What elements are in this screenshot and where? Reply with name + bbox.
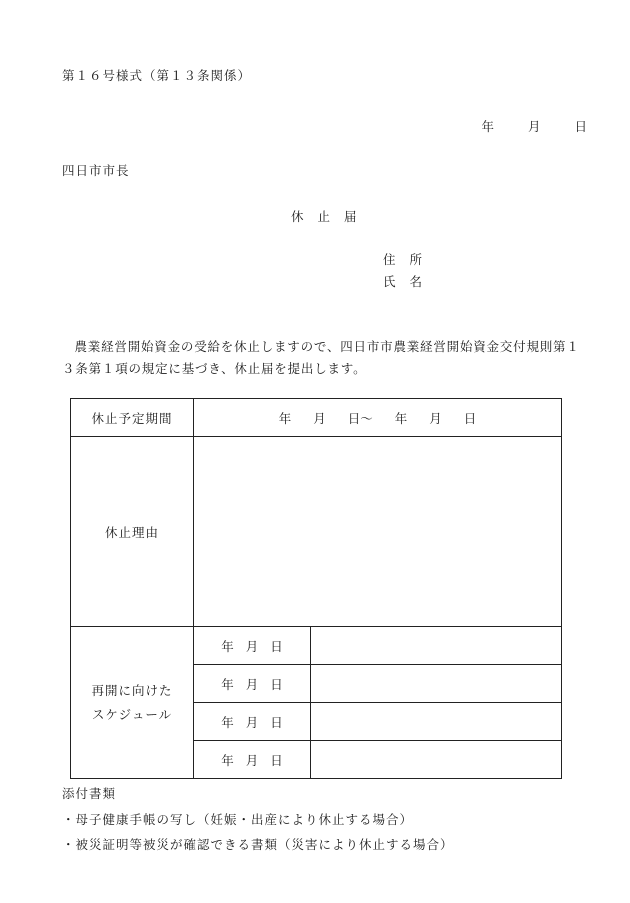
period-year2: 年	[394, 410, 408, 426]
period-day2: 日	[463, 410, 477, 426]
addressee: 四日市市長	[62, 163, 130, 178]
schedule-year: 年	[221, 676, 234, 692]
suspension-form-table	[70, 398, 562, 779]
reason-label: 休止理由	[71, 437, 194, 627]
date-month-label: 月	[527, 119, 541, 134]
schedule-day: 日	[270, 676, 283, 692]
period-value-field[interactable]	[194, 399, 562, 437]
attachments-title: 添付書類	[62, 786, 117, 801]
period-year1: 年	[278, 410, 292, 426]
schedule-date-field[interactable]	[194, 741, 311, 779]
schedule-day: 日	[270, 714, 283, 730]
schedule-month: 月	[245, 638, 259, 654]
date-day-label: 日	[574, 119, 587, 134]
reason-row	[71, 437, 562, 627]
period-month1: 月	[313, 410, 326, 426]
date-year-label: 年	[481, 119, 494, 134]
attachment-item: ・母子健康手帳の写し（妊娠・出産により休止する場合）	[62, 812, 414, 827]
applicant-name-label: 氏名	[383, 274, 437, 289]
schedule-year: 年	[221, 714, 234, 730]
schedule-month: 月	[245, 714, 259, 730]
schedule-row	[71, 627, 562, 665]
submission-date	[481, 117, 587, 135]
schedule-detail-field[interactable]	[311, 741, 562, 779]
body-text: 農業経営開始資金の受給を休止しますので、四日市市農業経営開始資金交付規則第１３条第１項の規定に基づき、休止届を提出します。	[62, 339, 580, 376]
period-label: 休止予定期間	[71, 399, 194, 437]
schedule-month: 月	[245, 676, 259, 692]
schedule-date-field[interactable]	[194, 665, 311, 703]
period-day1: 日～	[347, 410, 373, 426]
schedule-day: 日	[270, 752, 283, 768]
schedule-day: 日	[270, 638, 283, 654]
schedule-month: 月	[245, 752, 259, 768]
attachment-item: ・被災証明等被災が確認できる書類（災害により休止する場合）	[62, 837, 454, 852]
period-row	[71, 399, 562, 437]
schedule-year: 年	[221, 638, 234, 654]
schedule-detail-field[interactable]	[311, 703, 562, 741]
applicant-address-label: 住所	[383, 252, 437, 267]
schedule-date-field[interactable]	[194, 703, 311, 741]
schedule-label-line1: 再開に向けた	[91, 682, 173, 698]
form-number: 第１６号様式（第１３条関係）	[62, 68, 252, 83]
reason-field[interactable]	[194, 437, 562, 627]
schedule-detail-field[interactable]	[311, 665, 562, 703]
period-month2: 月	[429, 410, 442, 426]
schedule-detail-field[interactable]	[311, 627, 562, 665]
schedule-label-line2: スケジュール	[91, 706, 173, 722]
schedule-year: 年	[221, 752, 234, 768]
schedule-date-field[interactable]	[194, 627, 311, 665]
document-title: 休止届	[291, 209, 371, 224]
schedule-label	[71, 627, 194, 779]
